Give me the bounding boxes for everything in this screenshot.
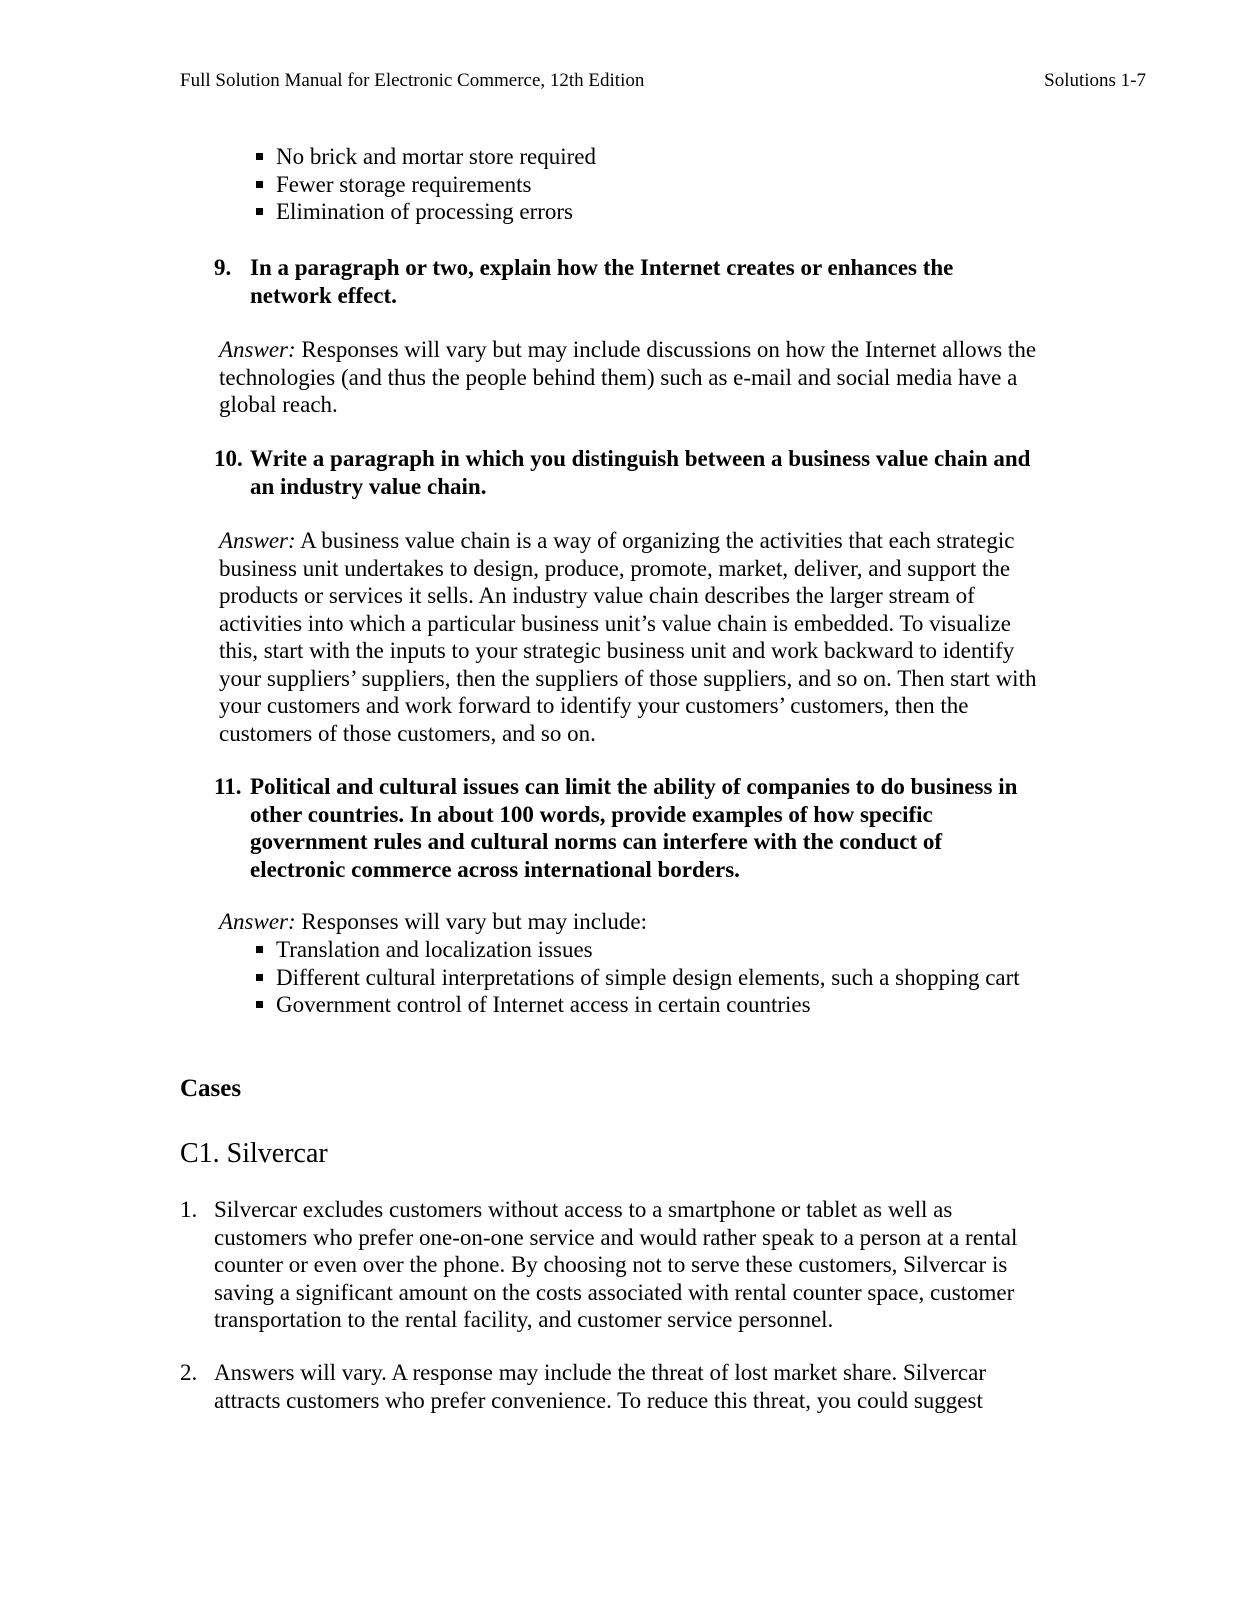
- answer-9: [219, 336, 1039, 419]
- list-item: No brick and mortar store required: [256, 143, 1036, 171]
- list-item: Fewer storage requirements: [256, 171, 1036, 199]
- list-item: Government control of Internet access in certain countries: [256, 991, 1036, 1019]
- question-number: 11.: [214, 774, 242, 799]
- question-number: 9.: [214, 255, 232, 280]
- question-text: Write a paragraph in which you distinguish between a business value chain and an industry value chain.: [250, 446, 1031, 499]
- question-number: 10.: [214, 446, 243, 471]
- case-answer-2: [180, 1359, 1040, 1414]
- list-item: Elimination of processing errors: [256, 198, 1036, 226]
- cases-heading: Cases: [180, 1075, 242, 1102]
- list-item: Different cultural interpretations of simple design elements, such a shopping cart: [256, 964, 1036, 992]
- list-item: Translation and localization issues: [256, 936, 1036, 964]
- question-9: [214, 254, 1034, 309]
- case-answer-number: 2.: [180, 1360, 198, 1385]
- answer-11: [219, 908, 1039, 936]
- question-text: In a paragraph or two, explain how the Internet creates or enhances the network effect.: [250, 255, 954, 308]
- answer-label: Answer:: [219, 909, 296, 934]
- answer-label: Answer:: [219, 528, 296, 553]
- question-10: [214, 445, 1034, 500]
- header-page-number: Solutions 1-7: [1044, 70, 1146, 91]
- question-text: Political and cultural issues can limit the ability of companies to do business in other countries. In about 100 words, provide examples of how specific government rules and cultural norms can interfere with the conduct of electronic commerce across international borders.: [250, 774, 1018, 882]
- answer-text: Responses will vary but may include:: [295, 909, 648, 934]
- page-header: [180, 70, 1146, 96]
- top-bullet-list: [256, 143, 1036, 226]
- answer-10: [219, 527, 1039, 747]
- answer-text: A business value chain is a way of organizing the activities that each strategic business unit undertakes to design, produce, promote, market, deliver, and support the products or services it sells. An industry value chain describes the larger stream of activities into which a particular business unit’s value chain is embedded. To visualize this, start with the inputs to your strategic business unit and work backward to identify your suppliers’ suppliers, then the suppliers of those suppliers, and so on. Then start with your customers and work forward to identify your customers’ customers, then the customers of those customers, and so on.: [219, 528, 1037, 746]
- case-title: C1. Silvercar: [180, 1138, 328, 1169]
- question-11: [214, 773, 1034, 883]
- case-answer-text: Silvercar excludes customers without access to a smartphone or tablet as well as customers who prefer one-on-one service and would rather speak to a person at a rental counter or even over the phone. By choosing not to serve these customers, Silvercar is saving a significant amount on the costs associated with rental counter space, customer transportation to the rental facility, and customer service personnel.: [214, 1197, 1018, 1332]
- answer-11-bullet-list: [256, 936, 1036, 1019]
- case-answer-1: [180, 1196, 1040, 1334]
- case-answer-number: 1.: [180, 1197, 198, 1222]
- answer-text: Responses will vary but may include discussions on how the Internet allows the technologies (and thus the people behind them) such as e-mail and social media have a global reach.: [219, 337, 1037, 417]
- header-title: Full Solution Manual for Electronic Commerce, 12th Edition: [180, 70, 645, 91]
- answer-label: Answer:: [219, 337, 296, 362]
- case-answer-text: Answers will vary. A response may include the threat of lost market share. Silvercar attracts customers who prefer convenience. To reduce this threat, you could suggest: [214, 1360, 986, 1413]
